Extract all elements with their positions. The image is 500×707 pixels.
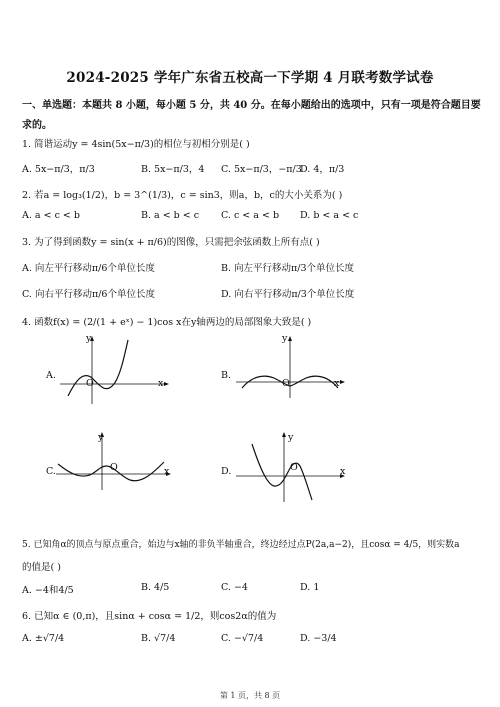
question-6-stem: 6. 已知α ∈ (0,π)，且sinα + cosα = 1/2，则cos2α的值为 xyxy=(22,611,277,622)
question-3-option-d: D. 向右平行移动π/3个单位长度 xyxy=(221,289,355,300)
question-3-option-b: B. 向左平行移动π/3个单位长度 xyxy=(221,263,355,274)
question-3-stem: 3. 为了得到函数y = sin(x + π/6)的图像，只需把余弦函数上所有点( ) xyxy=(22,237,320,248)
question-1-option-d: D. 4，π/3 xyxy=(300,164,345,175)
question-3-option-a: A. 向左平行移动π/6个单位长度 xyxy=(22,263,155,274)
question-3-option-c: C. 向右平行移动π/6个单位长度 xyxy=(22,289,155,300)
question-5-option-b: B. 4/5 xyxy=(141,582,170,593)
question-6-option-d: D. −3/4 xyxy=(300,633,337,644)
question-6-option-c: C. −√7/4 xyxy=(221,633,264,644)
page-footer: 第 1 页，共 8 页 xyxy=(219,691,281,700)
question-4-option-c: C. xyxy=(46,466,56,477)
question-1-option-b: B. 5x−π/3，4 xyxy=(141,164,205,175)
question-4-option-a: A. xyxy=(46,370,56,381)
question-2-option-c: C. c < a < b xyxy=(221,210,280,221)
question-4-option-b: B. xyxy=(221,370,232,381)
question-5-option-d: D. 1 xyxy=(300,582,320,593)
page-title: 2024-2025 学年广东省五校高一下学期 4 月联考数学试卷 xyxy=(66,70,434,86)
question-1-option-c: C. 5x−π/3，−π/3 xyxy=(221,164,302,175)
question-5-stem: 5. 已知角α的顶点与原点重合，始边与x轴的非负半轴重合，终边经过点P(2a,a−2)，且cosα = 4/5，则实数a xyxy=(22,540,460,550)
graph-b-origin-label: O xyxy=(282,378,290,389)
graph-b-x-label: x xyxy=(334,378,340,389)
question-5-stem-continued: 的值是( ) xyxy=(22,562,61,573)
question-6-option-b: B. √7/4 xyxy=(141,633,176,644)
question-6-option-a: A. ±√7/4 xyxy=(22,633,65,644)
question-2-option-b: B. a < b < c xyxy=(141,210,200,221)
question-2-option-d: D. b < a < c xyxy=(300,210,359,221)
graph-d-origin-label: O xyxy=(290,462,298,473)
graph-b-y-label: y xyxy=(282,333,288,344)
graph-d-x-label: x xyxy=(340,466,346,477)
graph-b xyxy=(234,336,346,400)
graph-c-y-label: y xyxy=(98,432,104,443)
graph-c-x-label: x xyxy=(164,466,170,477)
question-1-stem: 1. 简谐运动y = 4sin(5x−π/3)的相位与初相分别是( ) xyxy=(22,139,250,150)
graph-a-origin-label: O xyxy=(86,378,94,389)
section-header: 一、单选题：本题共 8 小题，每小题 5 分，共 40 分。在每小题给出的选项中，只有一项是符合题目要求的。 xyxy=(22,100,481,131)
graph-a-x-label: x xyxy=(158,378,164,389)
question-5-option-c: C. −4 xyxy=(221,582,248,593)
question-4-option-d: D. xyxy=(221,466,232,477)
graph-d-y-label: y xyxy=(288,432,294,443)
graph-a xyxy=(60,336,170,406)
graph-c-origin-label: O xyxy=(110,462,118,473)
graph-a-y-label: y xyxy=(86,333,92,344)
question-1-option-a: A. 5x−π/3，π/3 xyxy=(22,164,95,175)
question-2-stem: 2. 若a = log₃(1/2)，b = 3^(1/3)，c = sin3，则a，b，c的大小关系为( ) xyxy=(22,190,343,201)
question-4-stem: 4. 函数f(x) = (2/(1 + eˣ) − 1)cos x在y轴两边的局部图象大致是( ) xyxy=(22,317,312,328)
question-5-option-a: A. −4和4/5 xyxy=(22,585,74,596)
question-2-option-a: A. a < c < b xyxy=(22,210,80,221)
